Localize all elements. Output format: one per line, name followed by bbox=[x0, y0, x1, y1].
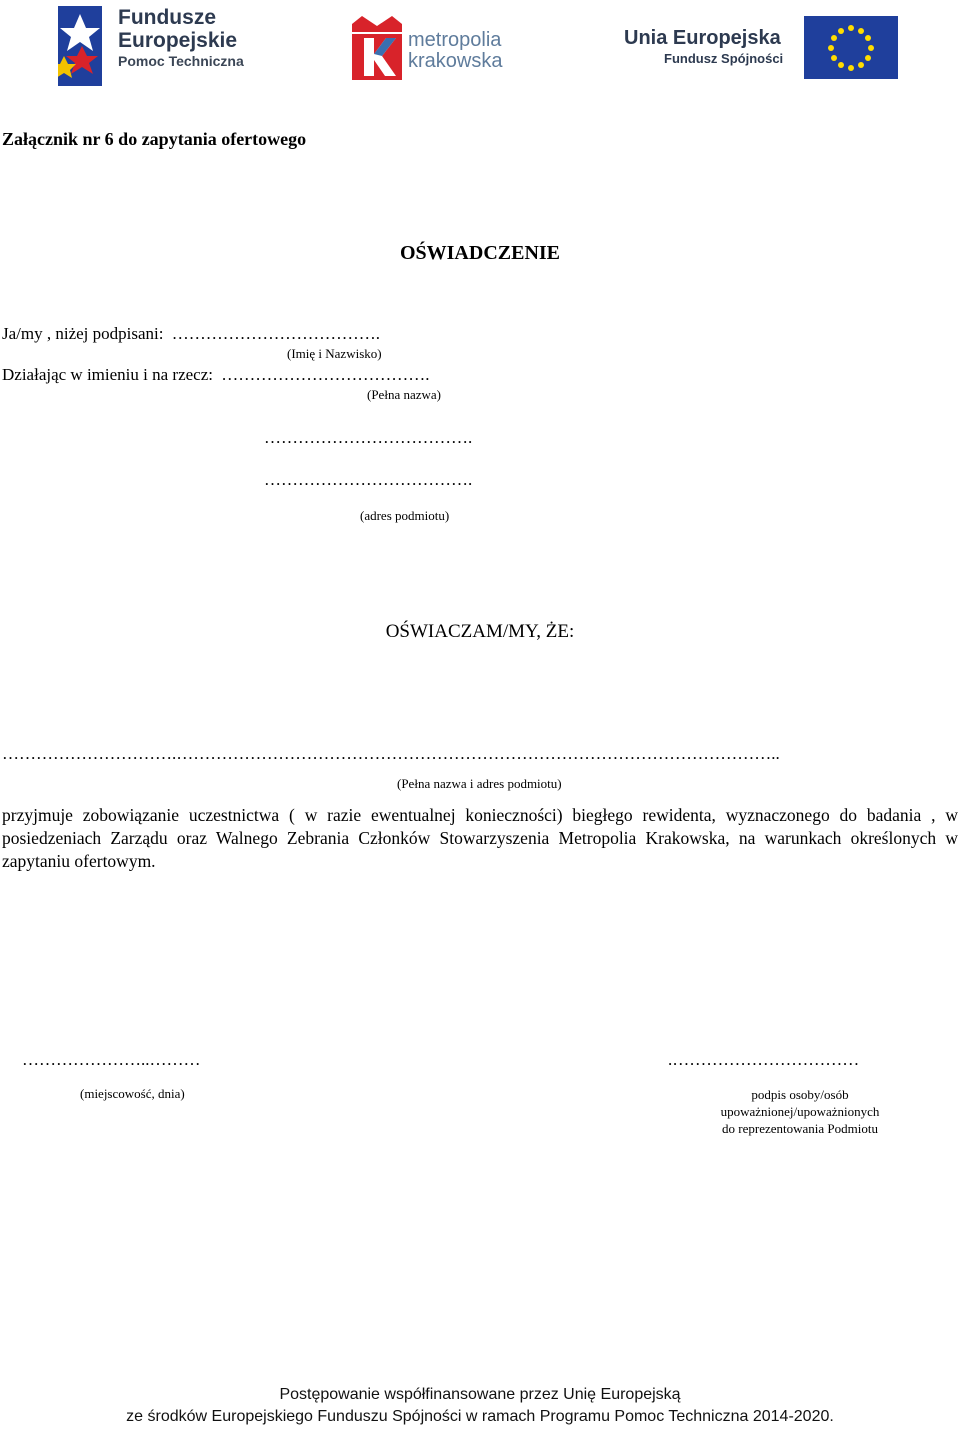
signature-field[interactable]: .…………………………… bbox=[668, 1050, 860, 1069]
signers-row bbox=[2, 324, 380, 344]
acting-field[interactable]: ………………………………. bbox=[221, 365, 430, 384]
declare-heading: OŚWIACZAM/MY, ŻE: bbox=[385, 621, 575, 642]
fundusze-line3: Pomoc Techniczna bbox=[118, 53, 244, 69]
signature-caption-line2: upoważnionej/upoważnionych bbox=[720, 1104, 880, 1119]
acting-row bbox=[2, 365, 429, 385]
signature-caption-line1: podpis osoby/osób bbox=[751, 1087, 849, 1102]
place-date-field[interactable]: …………………..……… bbox=[22, 1050, 201, 1069]
signature-caption-line3: do reprezentowania Podmiotu bbox=[722, 1121, 878, 1136]
eu-flag-icon bbox=[804, 16, 898, 79]
fundusze-flag-icon bbox=[58, 6, 106, 86]
address-caption: (adres podmiotu) bbox=[360, 508, 450, 523]
fundusze-europejskie-logo bbox=[58, 6, 258, 86]
metropolia-emblem-icon bbox=[352, 16, 402, 80]
document-title: OŚWIADCZENIE bbox=[399, 242, 561, 264]
place-date-caption: (miejscowość, dnia) bbox=[80, 1086, 185, 1101]
ue-line1: Unia Europejska bbox=[624, 27, 781, 49]
address-field-1[interactable]: ………………………………. bbox=[264, 428, 473, 447]
entity-field[interactable]: ………………………….…………………………………………………………………………………………….. bbox=[2, 744, 780, 763]
ue-line2: Fundusz Spójności bbox=[664, 51, 784, 66]
attachment-heading: Załącznik nr 6 do zapytania ofertowego bbox=[2, 129, 307, 149]
acting-caption: (Pełna nazwa) bbox=[367, 387, 441, 402]
entity-caption: (Pełna nazwa i adres podmiotu) bbox=[397, 776, 562, 791]
fundusze-line2: Europejskie bbox=[118, 29, 238, 52]
declaration-paragraph: przyjmuje zobowiązanie uczestnictwa ( w razie ewentualnej konieczności) biegłego rewidenta, wyznaczonego do badania , w posiedzeniach Zarządu oraz Walnego Zebrania Członków Stowarzyszenia Metropolia Krakowska, na warunkach określonych w zapytaniu ofertowym. bbox=[2, 805, 958, 871]
signers-label: Ja/my , niżej podpisani: bbox=[2, 324, 164, 343]
fundusze-line1: Fundusze bbox=[118, 6, 216, 29]
address-field-2[interactable]: ………………………………. bbox=[264, 470, 473, 489]
signature-caption bbox=[690, 1086, 910, 1137]
metropolia-line1: metropolia bbox=[408, 29, 502, 51]
acting-label: Działając w imieniu i na rzecz: bbox=[2, 365, 213, 384]
metropolia-krakowska-logo bbox=[352, 16, 532, 82]
unia-europejska-logo bbox=[624, 16, 900, 80]
signers-caption: (Imię i Nazwisko) bbox=[287, 346, 382, 361]
footer-line-2: ze środków Europejskiego Funduszu Spójności w ramach Programu Pomoc Techniczna 2014-2020. bbox=[126, 1408, 834, 1425]
signers-field[interactable]: ………………………………. bbox=[171, 324, 380, 343]
metropolia-line2: krakowska bbox=[408, 50, 503, 72]
footer-line-1: Postępowanie współfinansowane przez Unię Europejską bbox=[279, 1386, 681, 1403]
